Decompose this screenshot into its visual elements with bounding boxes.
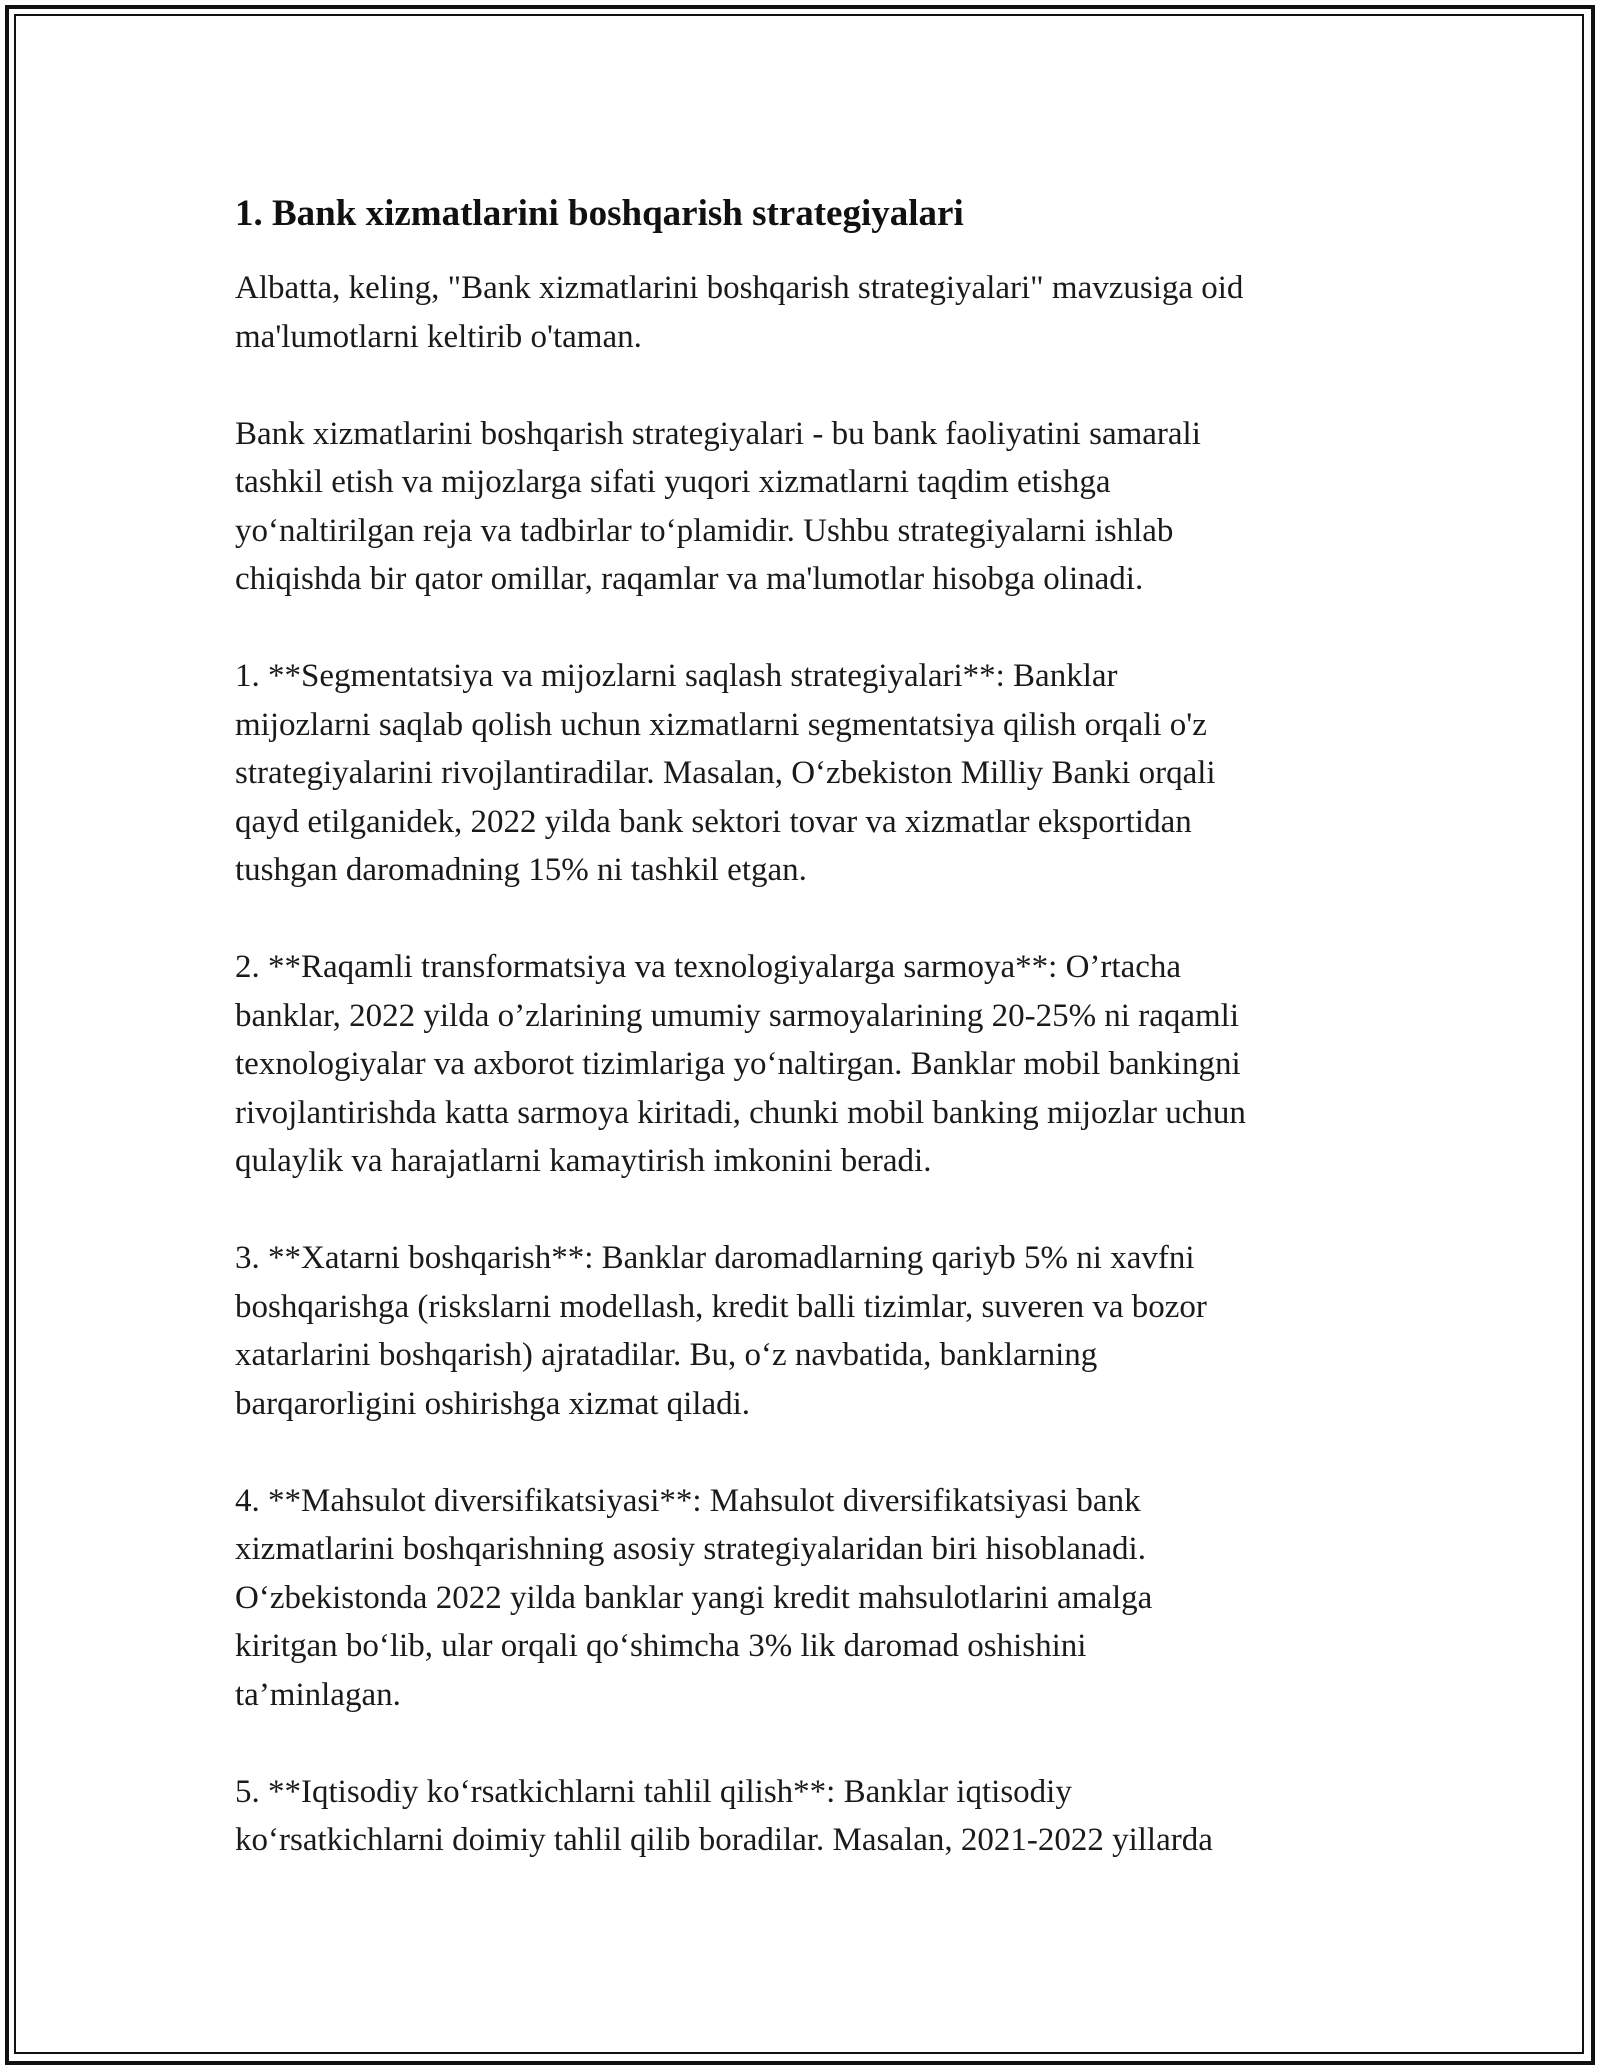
document-body bbox=[235, 188, 1365, 1913]
strategy-item-3: 3. **Xatarni boshqarish**: Banklar daromadlarning qariyb 5% ni xavfni boshqarishga (riskslarni modellash, kredit balli tizimlar, suveren va bozor xatarlarini boshqarish) ajratadilar. Bu, o‘z navbatida, banklarning barqarorligini oshirishga xizmat qiladi. bbox=[235, 1240, 1207, 1422]
document-heading: 1. Bank xizmatlarini boshqarish strategiyalari bbox=[235, 193, 964, 234]
strategy-item-2: 2. **Raqamli transformatsiya va texnologiyalarga sarmoya**: O’rtacha banklar, 2022 yilda o’zlarining umumiy sarmoyalarining 20-25% ni raqamli texnologiyalar va axborot tizimlariga yo‘naltirgan. Banklar mobil bankingni rivojlantirishda katta sarmoya kiritadi, chunki mobil banking mijozlar uchun qulaylik va harajatlarni kamaytirish imkonini beradi. bbox=[235, 949, 1246, 1179]
strategy-item-1: 1. **Segmentatsiya va mijozlarni saqlash strategiyalari**: Banklar mijozlarni saqlab qolish uchun xizmatlarni segmentatsiya qilish orqali o'z strategiyalarini rivojlantiradilar. Masalan, O‘zbekiston Milliy Banki orqali qayd etilganidek, 2022 yilda bank sektori tovar va xizmatlar eksportidan tushgan daromadning 15% ni tashkil etgan. bbox=[235, 658, 1216, 888]
strategy-item-4: 4. **Mahsulot diversifikatsiyasi**: Mahsulot diversifikatsiyasi bank xizmatlarini boshqarishning asosiy strategiyalaridan biri hisoblanadi. O‘zbekistonda 2022 yilda banklar yangi kredit mahsulotlarini amalga kiritgan bo‘lib, ular orqali qo‘shimcha 3% lik daromad oshishini ta’minlagan. bbox=[235, 1482, 1153, 1713]
definition-paragraph: Bank xizmatlarini boshqarish strategiyalari - bu bank faoliyatini samarali tashkil etish va mijozlarga sifati yuqori xizmatlarni taqdim etishga yo‘naltirilgan reja va tadbirlar to‘plamidir. Ushbu strategiyalarni ishlab chiqishda bir qator omillar, raqamlar va ma'lumotlar hisobga olinadi. bbox=[235, 415, 1201, 597]
intro-paragraph: Albatta, keling, "Bank xizmatlarini boshqarish strategiyalari" mavzusiga oid ma'lumotlarni keltirib o'taman. bbox=[235, 270, 1244, 355]
strategy-item-5: 5. **Iqtisodiy ko‘rsatkichlarni tahlil qilish**: Banklar iqtisodiy ko‘rsatkichlarni doimiy tahlil qilib boradilar. Masalan, 2021-2022 yillarda bbox=[235, 1773, 1213, 1858]
